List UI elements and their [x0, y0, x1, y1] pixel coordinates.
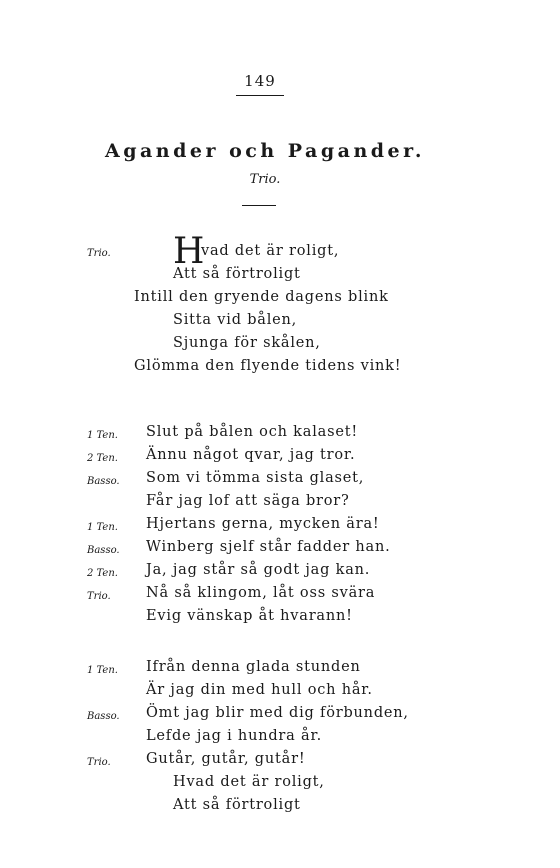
verse-line: Ja, jag står så godt jag kan. [146, 562, 371, 578]
speaker-label: Trio. [87, 248, 111, 259]
verse-line: Winberg sjelf står fadder han. [146, 539, 391, 555]
verse-line: Slut på bålen och kalaset! [146, 424, 358, 440]
verse-line: Är jag din med hull och hår. [146, 682, 373, 698]
speaker-label: Basso. [87, 476, 120, 487]
verse-line: Får jag lof att säga bror? [146, 493, 350, 509]
verse-line: Gutår, gutår, gutår! [146, 751, 306, 767]
drop-cap: H [173, 231, 205, 272]
speaker-label: 1 Ten. [87, 522, 118, 533]
verse-line: Ömt jag blir med dig förbunden, [146, 705, 409, 721]
verse-line: Evig vänskap åt hvarann! [146, 608, 353, 624]
page-number: 149 [244, 72, 276, 90]
verse-line: Att så förtroligt [173, 797, 301, 813]
speaker-label: 1 Ten. [87, 430, 118, 441]
verse-line: Hjertans gerna, mycken ära! [146, 516, 380, 532]
speaker-label: Trio. [87, 757, 111, 768]
verse-line: Lefde jag i hundra år. [146, 728, 323, 744]
speaker-label: 2 Ten. [87, 568, 118, 579]
verse-line: Glömma den flyende tidens vink! [134, 358, 402, 374]
verse-line: Att så förtroligt [173, 266, 301, 282]
speaker-label: 2 Ten. [87, 453, 118, 464]
speaker-label: Trio. [87, 591, 111, 602]
speaker-label: Basso. [87, 711, 120, 722]
verse-line: Ifrån denna glada stunden [146, 659, 361, 675]
title-rule [242, 205, 276, 206]
verse-line: vad det är roligt, [201, 243, 340, 259]
page-number-rule [236, 95, 284, 96]
verse-line: Sitta vid bålen, [173, 312, 298, 328]
verse-line: Intill den gryende dagens blink [134, 289, 389, 305]
poem-title: Agander och Pagander. [104, 140, 426, 162]
verse-line: Som vi tömma sista glaset, [146, 470, 365, 486]
verse-line: Sjunga för skålen, [173, 335, 321, 351]
verse-line: Nå så klingom, låt oss svära [146, 585, 376, 601]
verse-line: Ännu något qvar, jag tror. [146, 447, 356, 463]
speaker-label: Basso. [87, 545, 120, 556]
poem-subtitle: Trio. [249, 172, 281, 187]
verse-line: Hvad det är roligt, [173, 774, 325, 790]
speaker-label: 1 Ten. [87, 665, 118, 676]
